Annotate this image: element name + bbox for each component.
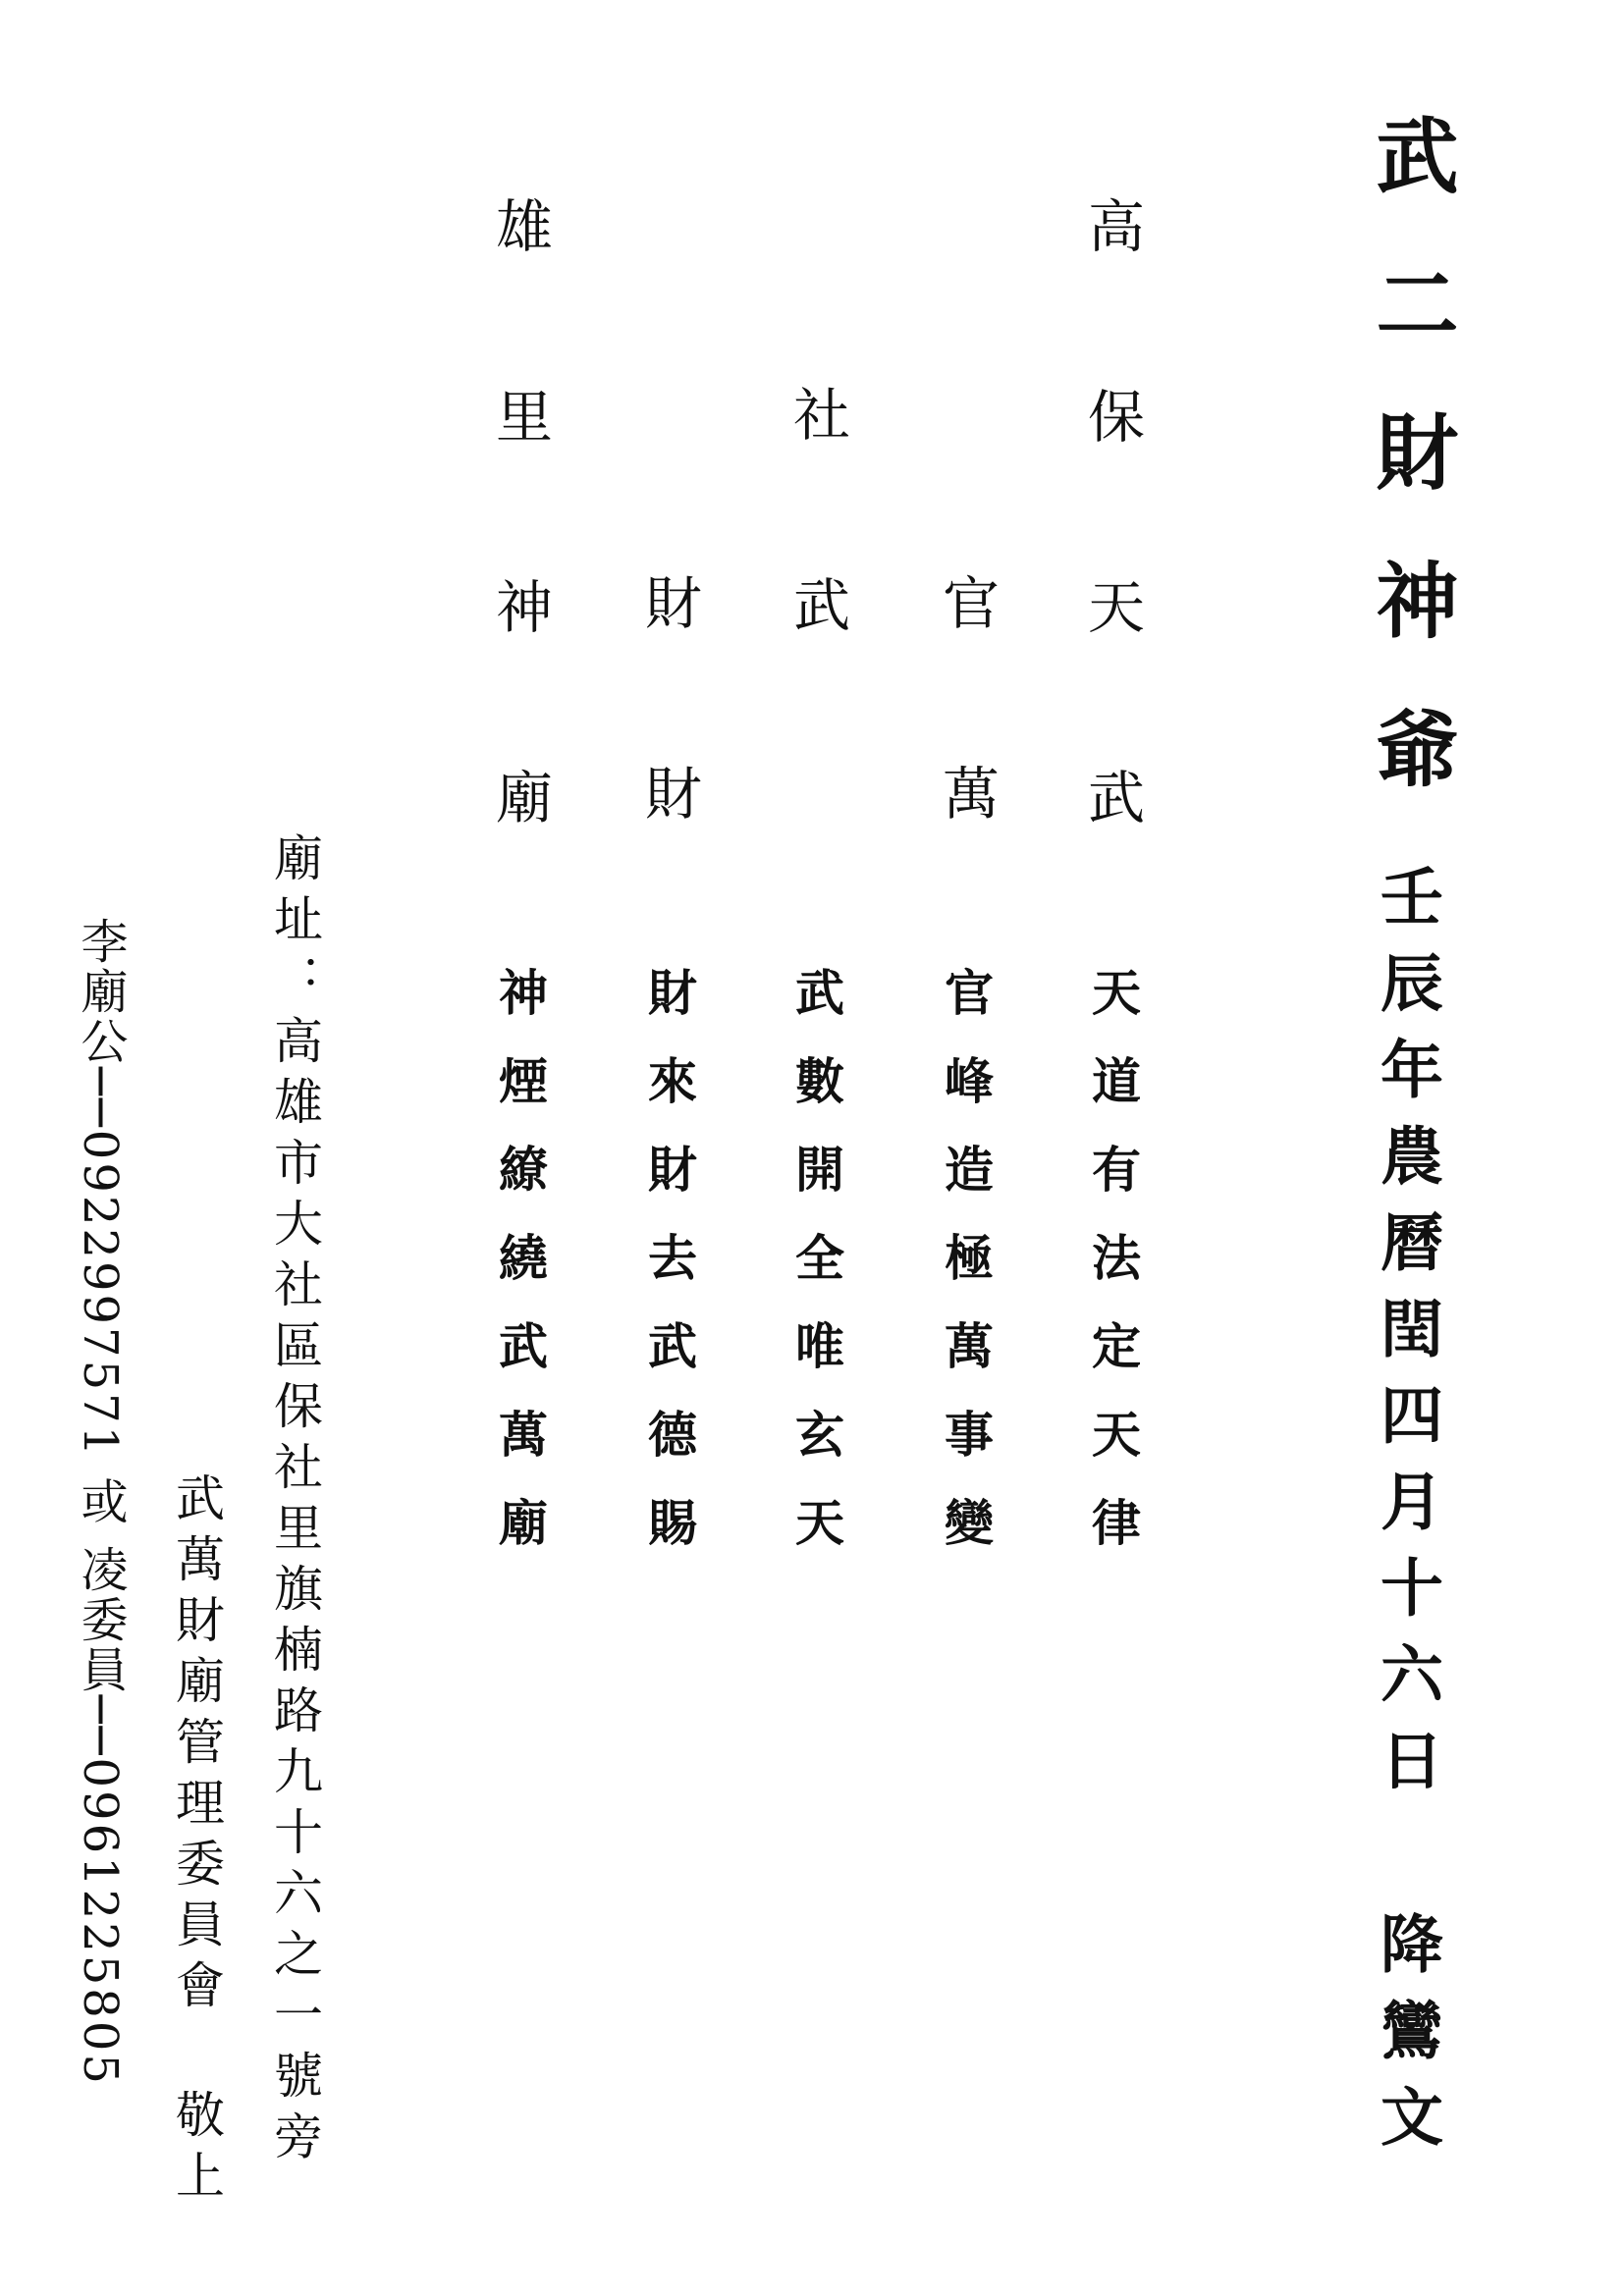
contact-line: 李廟公──0922997571 或 凌委員──0961225805 [73, 917, 128, 2087]
couplet-column-5: 雄里神廟 [486, 196, 553, 958]
poem-column-3: 武數開全唯玄天 [787, 967, 845, 1585]
date-line: 壬辰年農曆閏四月十六日 降鸞文 [1370, 864, 1443, 2170]
poem-column-4: 財來財去武德賜 [640, 967, 698, 1585]
couplet-column-1: 高保天武 [1078, 196, 1145, 958]
poem-column-5: 神煙繚繞武萬廟 [491, 967, 549, 1585]
document-title: 武二財神爺 [1363, 113, 1460, 854]
poem-column-1: 天道有法定天律 [1084, 967, 1142, 1585]
couplet-column-4: 財財 [635, 573, 702, 954]
couplet-column-2: 官萬 [933, 573, 1000, 954]
organization-signature: 武萬財廟管理委員會 敬上 [168, 1472, 225, 2211]
temple-address: 廟址：高雄市大社區保社里旗楠路九十六之一號旁 [266, 832, 323, 2171]
poem-column-2: 官峰造極萬事變 [937, 967, 995, 1585]
couplet-column-3: 社武 [784, 385, 850, 766]
